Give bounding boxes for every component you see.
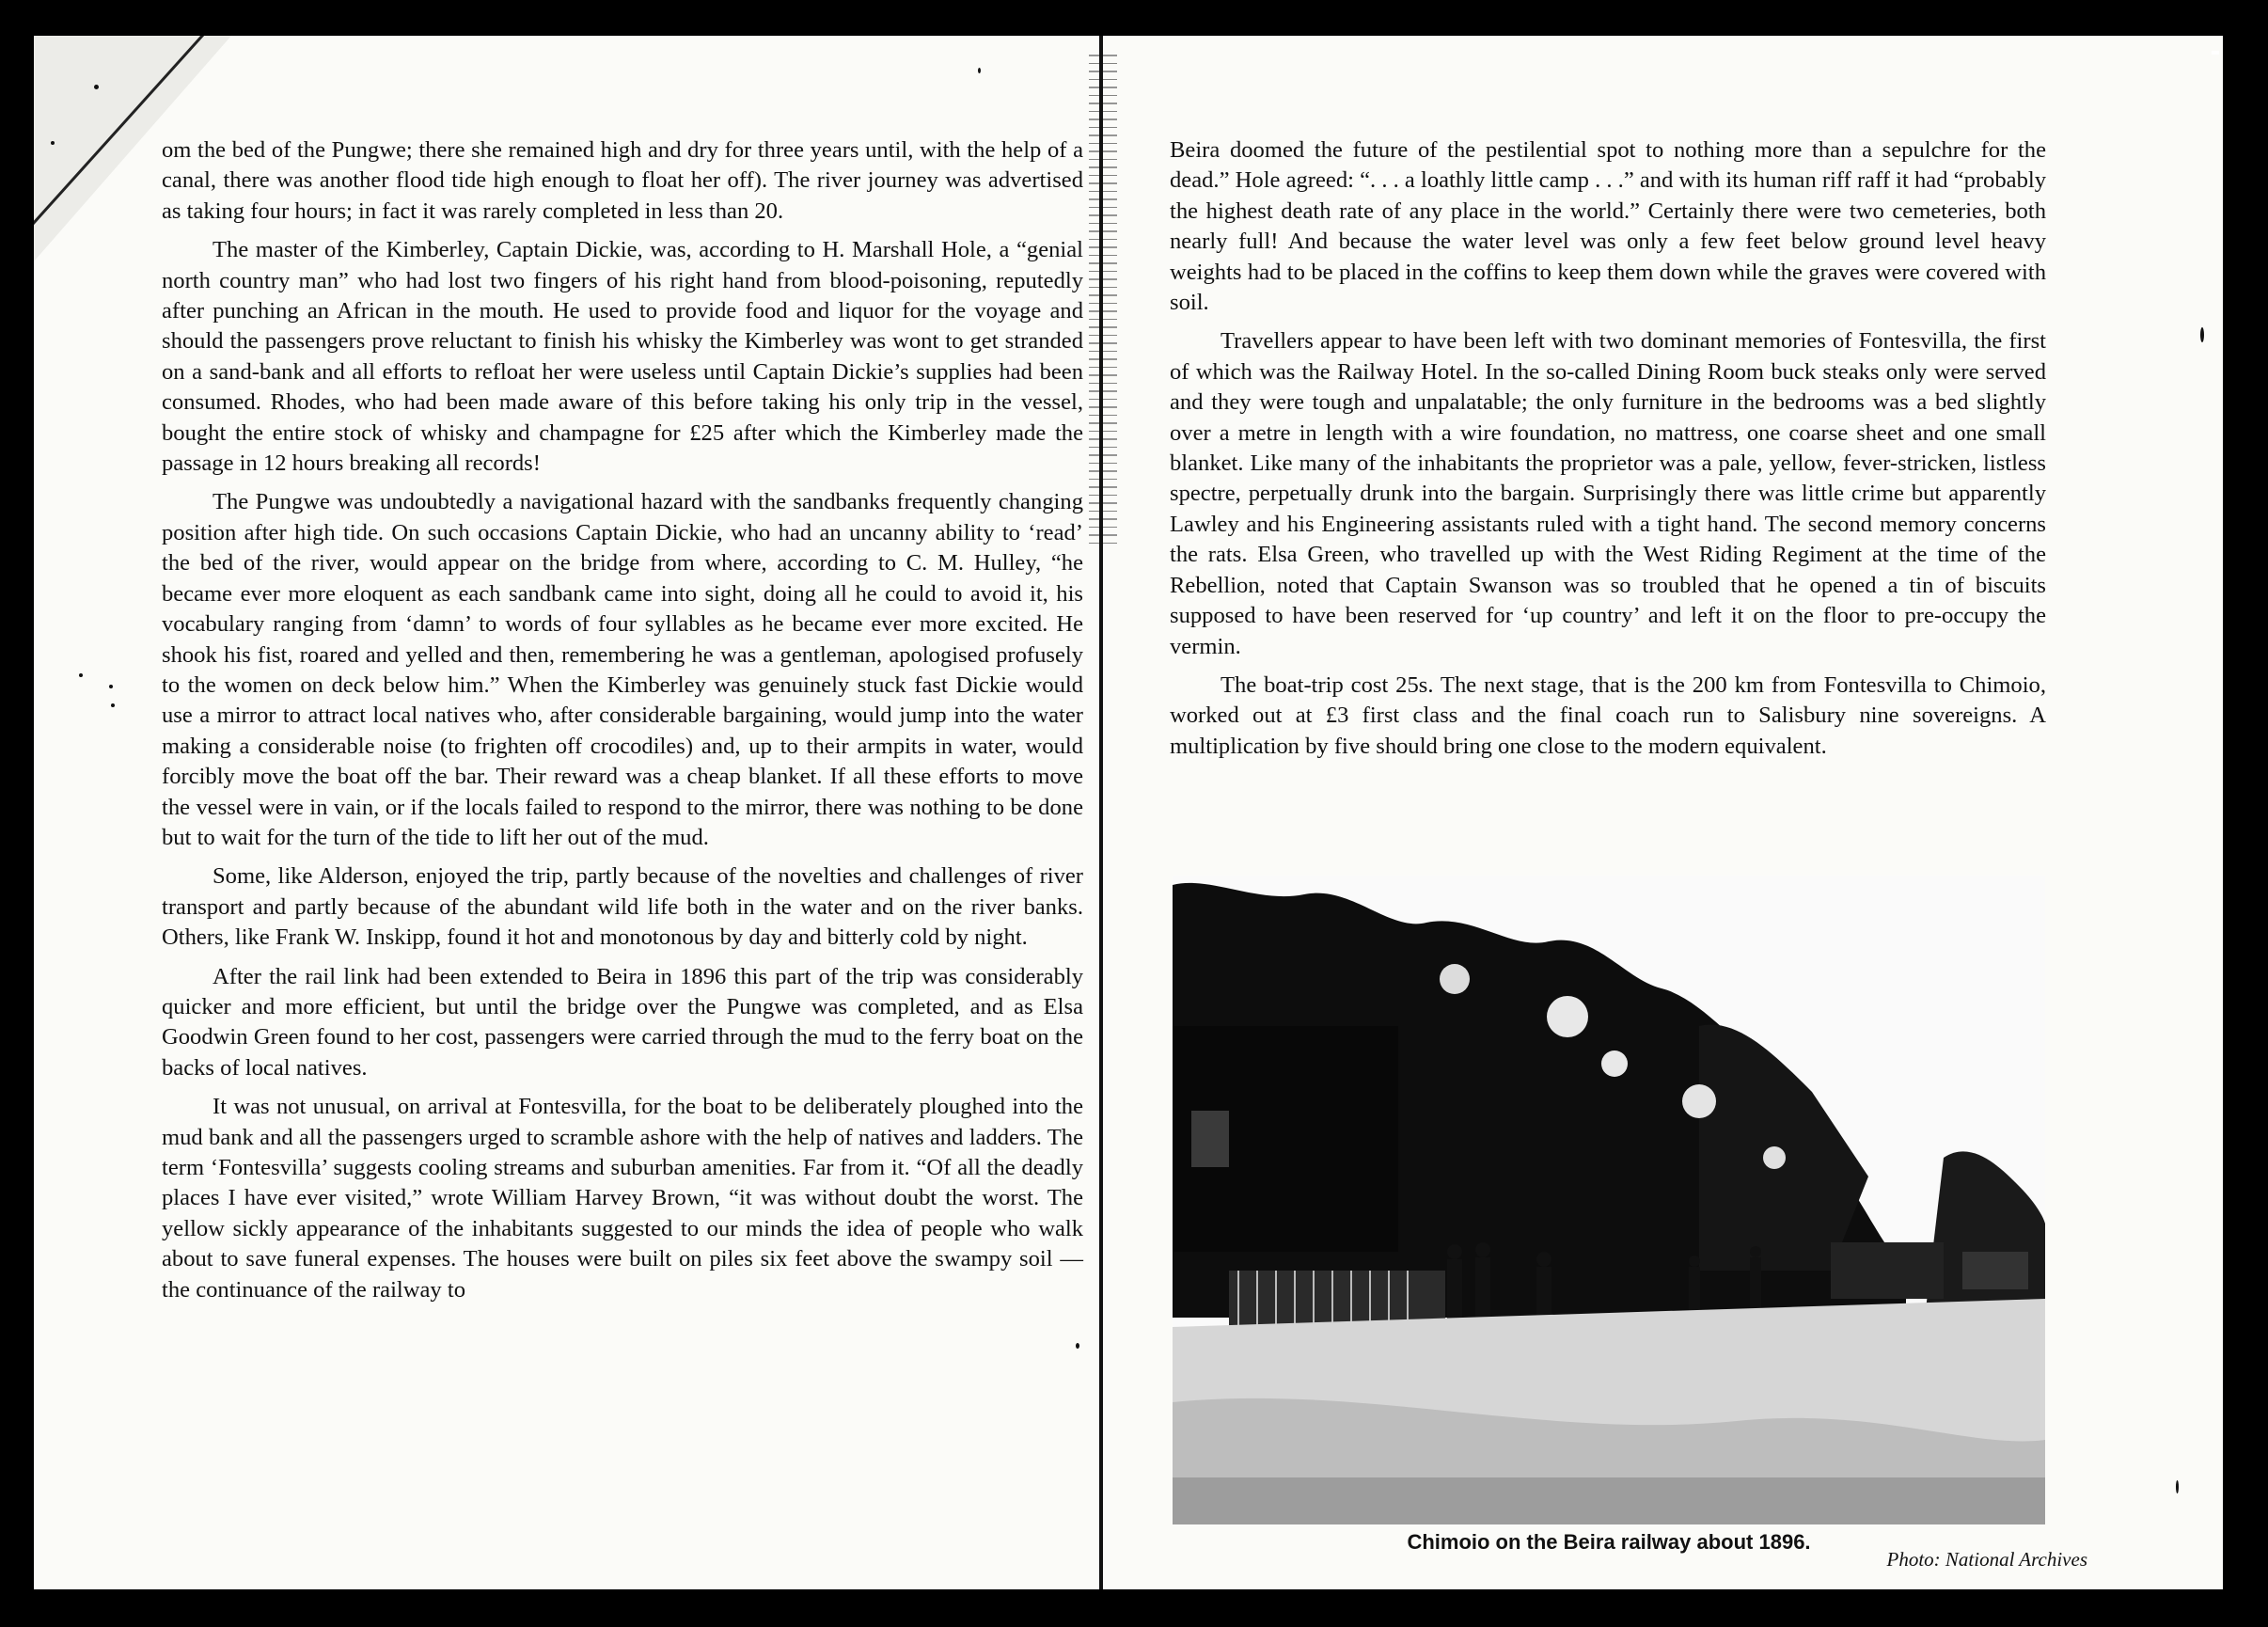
right-text-column (1170, 135, 2046, 770)
dust-speck (1076, 1343, 1079, 1349)
dust-speck (51, 141, 55, 145)
paragraph: om the bed of the Pungwe; there she remained high and dry for three years until, with the help of a canal, there was another flood tide high enough to float her off). The river journey was advertised as taking four hours; in fact it was rarely completed in less than 20. (162, 137, 1083, 224)
dust-speck (111, 703, 115, 707)
paragraph: The Pungwe was undoubtedly a navigational hazard with the sandbanks frequently changing position after high tide. On such occasions Captain Dickie, who had an uncanny ability to ‘read’ the bed of the river, would appear on the bridge from where, according to C. M. Hulley, “he became ever more eloquent as each sandbank came into sight, doing all he could to avoid it, his vocabulary ranging from ‘damn’ to words of four syllables as he became ever more excited. He shook his fist, roared and yelled and then, remembering he was a gentleman, apologised profusely to the women on deck below him.” When the Kimberley was genuinely stuck fast Dickie would use a mirror to attract local natives who, after considerable bargaining, would jump into the water making a considerable noise (to frighten off crocodiles) and, up to their armpits in water, would forcibly move the boat off the bar. Their reward was a cheap blanket. If all these efforts to move the vessel were in vain, or if the locals failed to respond to the mirror, there was nothing to be done but to wait for the turn of the tide to lift her out of the mud. (162, 489, 1083, 850)
paragraph: Travellers appear to have been left with two dominant memories of Fontesvilla, the first of which was the Railway Hotel. In the so-called Dining Room buck steaks only were served and they were tough and unpalatable; the only furniture in the bedrooms was a bed slightly over a metre in length with a wire foundation, no mattress, one coarse sheet and one small blanket. Like many of the inhabitants the proprietor was a pale, yellow, fever-stricken, listless spectre, perpetually drunk into the bargain. Surprisingly there was little crime but apparently Lawley and his Engineering assistants ruled with a tight hand. The second memory concerns the rats. Elsa Green, who travelled up with the West Riding Regiment at the time of the Rebellion, noted that Captain Swanson was so troubled that he opened a tin of biscuits supposed to have been reserved for ‘up country’ and left it on the floor to pre-occupy the vermin. (1170, 328, 2046, 659)
edge-mark (2212, 51, 2219, 55)
gutter-scan-noise (1089, 55, 1117, 544)
paragraph: Some, like Alderson, enjoyed the trip, partly because of the novelties and challenges of river transport and partly because of the abundant wild life both in the water and on the river banks. Others, like Frank W. Inskipp, found it hot and monotonous by day and bitterly cold by night. (162, 863, 1083, 951)
paragraph: It was not unusual, on arrival at Fontesvilla, for the boat to be deliberately ploughed into the mud bank and all the passengers urged to scramble ashore with the help of natives and ladders. The term ‘Fontesvilla’ suggests cooling streams and suburban amenities. Far from it. “Of all the deadly places I have ever visited,” wrote William Harvey Brown, “it was without doubt the worst. The yellow sickly appearance of the inhabitants suggested to our minds the idea of people who walk about to save funeral expenses. The houses were built on piles six feet above the swampy soil — the continuance of the railway to (162, 1094, 1083, 1303)
dust-speck (79, 673, 83, 677)
dust-speck (978, 68, 981, 73)
photo-illustration (1173, 876, 2045, 1524)
paragraph: The boat-trip cost 25s. The next stage, that is the 200 km from Fontesvilla to Chimoio, worked out at £3 first class and the final coach run to Salisbury nine sovereigns. A multiplication by five should bring one close to the modern equivalent. (1170, 671, 2046, 759)
page-gutter-line (1099, 36, 1103, 1589)
historic-photograph (1173, 876, 2045, 1524)
photo-credit: Photo: National Archives (1886, 1548, 2087, 1571)
left-text-column (162, 135, 1083, 1314)
dust-speck (94, 85, 99, 89)
paragraph: The master of the Kimberley, Captain Dickie, was, according to H. Marshall Hole, a “genial north country man” who had lost two fingers of his right hand from blood-poisoning, reputedly after punching an African in the mouth. He used to provide food and liquor for the voyage and should the passengers prove reluctant to finish his whisky the Kimberley was wont to get stranded on a sand-bank and all efforts to refloat her were useless until Captain Dickie’s supplies had been consumed. Rhodes, who had been made aware of this before taking his only trip in the vessel, bought the entire stock of whisky and champagne for £25 after which the Kimberley made the passage in 12 hours breaking all records! (162, 237, 1083, 477)
dust-speck (2200, 327, 2204, 342)
dust-speck (109, 685, 113, 688)
scanned-page (34, 36, 2223, 1589)
paragraph: Beira doomed the future of the pestilential spot to nothing more than a sepulchre for the dead.” Hole agreed: “. . . a loathly little camp . . .” and with its human riff raff it had “probably the highest death rate of any place in the world.” Certainly there were two cemeteries, both nearly full! And because the water level was only a few feet below ground level heavy weights had to be placed in the coffins to keep them down while the graves were covered with soil. (1170, 137, 2046, 316)
paragraph: After the rail link had been extended to Beira in 1896 this part of the trip was considerably quicker and more efficient, but until the bridge over the Pungwe was completed, and as Elsa Goodwin Green found to her cost, passengers were carried through the mud to the ferry boat on the backs of local natives. (162, 963, 1083, 1081)
photo-caption: Chimoio on the Beira railway about 1896. (1407, 1530, 1811, 1554)
dust-speck (2176, 1480, 2179, 1493)
